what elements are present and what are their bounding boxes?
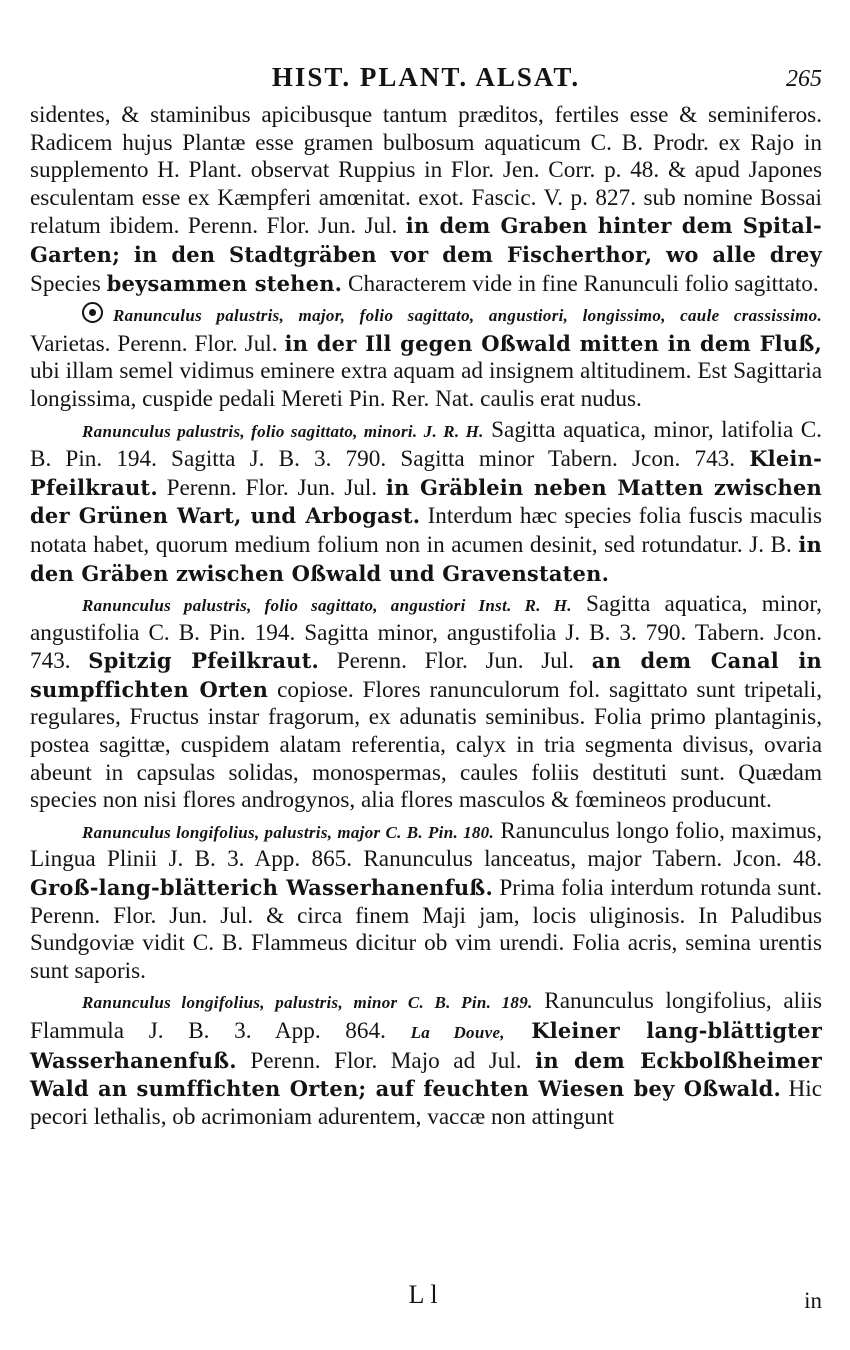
german-text: Spitzig Pfeilkraut. — [88, 648, 320, 674]
latin-text: Ranunculus longo folio, maximus, Lingua Plinii J. B. 3. App. 865. Ranunculus lanceatus, major Tabern. Jcon. 48. — [30, 817, 822, 873]
running-head — [30, 62, 822, 96]
german-text: in Gräblein neben Matten zwischen der Grünen Wart, und Arbogast. — [30, 474, 822, 529]
page-number: 265 — [786, 66, 822, 92]
species-name: Ranunculus longifolius, palustris, major C. B. Pin. 180. — [82, 822, 495, 842]
species-name: Ranunculus palustris, folio sagittato, angustiori Inst. R. H. — [82, 596, 572, 616]
body-text — [30, 102, 822, 1131]
species-entry — [30, 591, 822, 815]
signature-mark: Ll — [408, 1280, 444, 1309]
latin-text: Sagitta aquatica, minor, angustifolia C. B. Pin. 194. Sagitta minor, angustifolia J. B. 3. 790. Tabern. Jcon. 743. — [30, 591, 822, 675]
species-entry — [30, 988, 822, 1131]
german-text: in dem Eckbolßheimer Wald an sumffichten Orten; auf feuchten Wiesen bey Oßwald. — [30, 1047, 822, 1102]
german-text: in der Ill gegen Oßwald mitten in dem Fluß, — [284, 330, 822, 356]
latin-text: ubi illam semel vidimus eminere extra aquam ad insignem altitudinem. Est Sagittaria longissima, cuspide pedali Mereti Pin. Rer. Nat. caulis erat nudus. — [30, 358, 822, 412]
perennial-sign-icon — [82, 302, 103, 323]
latin-text: Ranunculus longifolius, aliis Flammula J. B. 3. App. 864. — [30, 988, 822, 1044]
german-text: in den Gräben zwischen Oßwald und Gravenstaten. — [30, 531, 822, 586]
german-text: Groß-lang-blätterich Wasserhanenfuß. — [30, 875, 493, 901]
species-name: Ranunculus palustris, folio sagittato, minori. J. R. H. — [82, 421, 484, 441]
german-text: in dem Graben hinter dem Spital-Garten; in den Stadtgräben vor dem Fischerthor, wo alle drey — [30, 213, 822, 267]
species-entry — [30, 417, 822, 589]
latin-text: Varietas. Perenn. Flor. Jul. — [30, 330, 285, 357]
latin-text: Perenn. Flor. Majo ad Jul. — [236, 1047, 536, 1074]
german-text: an dem Canal in sumpffichten Orten — [30, 648, 822, 702]
german-text: beysammen stehen. — [106, 270, 343, 296]
species-entry — [30, 301, 822, 413]
latin-text: sidentes, & staminibus apicibusque tantum præditos, fertiles esse & seminiferos. Radicem hujus Plantæ esse gramen bulbosum aquaticum C. B. Prodr. ex Rajo in supplemento H. Plant. observat Ruppius in Flor. Jen. Corr. p. 48. & apud Japones esculentam esse ex Kæmpferi amœnitat. exot. Fascic. V. p. 827. sub nomine Bossai relatum ibidem. Perenn. Flor. Jun. Jul. — [30, 102, 822, 240]
page-footer — [30, 1280, 822, 1313]
german-text: Klein-Pfeilkraut. — [30, 446, 822, 500]
catchword: in — [804, 1288, 822, 1313]
running-title: HIST. PLANT. ALSAT. — [271, 62, 581, 92]
latin-text: Interdum hæc species folia fuscis maculis notata habet, quorum medium folium non in acumen desinit, sed rotundatur. J. B. — [30, 503, 822, 558]
intro-paragraph — [30, 102, 822, 298]
species-entry — [30, 818, 822, 986]
species-name: Ranunculus palustris, major, folio sagittato, angustiori, longissimo, caule crassissimo. — [113, 306, 822, 326]
french-name: La Douve, — [410, 1023, 505, 1042]
latin-text: Species — [30, 270, 107, 297]
latin-text: copiose. Flores ranunculorum fol. sagittato sunt tripetali, regulares, Fructus instar fragorum, ex adunatis seminibus. Folia primo plantaginis, postea sagittæ, cuspidem alatam referentia, calyx in tria segmenta divisus, ovaria abeunt in capsulas solidas, monospermas, caules foliis destituti sunt. Quædam species non nisi flores androgynos, alia flores masculos & fœmineos producunt. — [30, 676, 822, 814]
latin-text: Prima folia interdum rotunda sunt. Perenn. Flor. Jun. Jul. & circa finem Maji jam, locis uliginosis. In Paludibus Sundgoviæ vidit C. B. Flammeus dicitur ob vim urendi. Folia acris, semina urentis sunt saporis. — [30, 875, 823, 984]
latin-text: Characterem vide in fine Ranunculi folio sagittato. — [342, 270, 819, 297]
latin-text: Sagitta aquatica, minor, latifolia C. B. Pin. 194. Sagitta J. B. 3. 790. Sagitta minor Tabern. Jcon. 743. — [30, 416, 822, 473]
latin-text: Perenn. Flor. Jun. Jul. — [319, 648, 592, 675]
german-text: Kleiner lang-blättigter Wasserhanenfuß. — [30, 1018, 822, 1073]
species-name: Ranunculus longifolius, palustris, minor C. B. Pin. 189. — [82, 993, 533, 1013]
latin-text: Hic pecori lethalis, ob acrimoniam adurentem, vaccæ non attingunt — [30, 1076, 823, 1130]
latin-text: Perenn. Flor. Jun. Jul. — [157, 474, 386, 501]
